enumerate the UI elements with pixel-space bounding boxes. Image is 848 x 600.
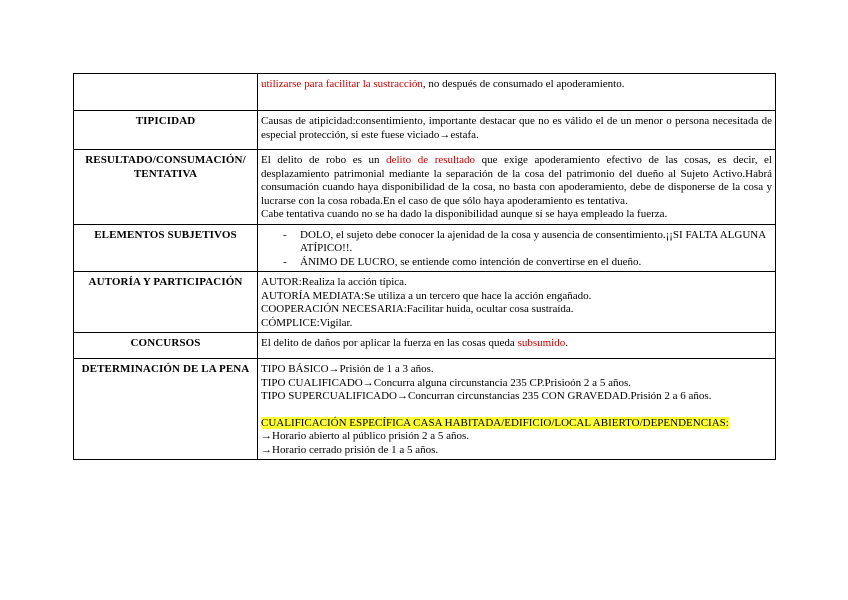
text-line: AUTOR:Realiza la acción típica. <box>261 276 407 288</box>
text-line: →Horario cerrado prisión de 1 a 5 años. <box>261 443 439 456</box>
list-item: - DOLO, el sujeto debe conocer la ajenidad de la cosa y ausencia de consentimiento.¡¡SI FALTA ALGUNA ATÍPICO!!. <box>283 229 772 256</box>
dash-list <box>261 229 772 270</box>
table-row <box>74 111 776 150</box>
text-line: →Horario abierto al público prisión 2 a 5 años. <box>261 430 470 442</box>
red-highlight-text: delito de resultado <box>386 154 476 166</box>
table-row <box>74 359 776 460</box>
table-row <box>74 150 776 225</box>
row-content-elementos-subjetivos <box>258 224 776 272</box>
text-line: AUTORÍA MEDIATA:Se utiliza a un tercero que hace la acción engañado. <box>261 289 592 302</box>
yellow-highlight-text: CUALIFICACIÓN ESPECÍFICA CASA HABITADA/EDIFICIO/LOCAL ABIERTO/DEPENDENCIAS: <box>261 416 729 429</box>
row-content: utilizarse para facilitar la sustracción, no después de consumado el apoderamiento. <box>258 74 776 111</box>
row-content-tipicidad: Causas de atipicidad:consentimiento, importante destacar que no es válido el de un menor o persona necesitada de especial protección, si este fuese viciado→estafa. <box>258 111 776 150</box>
row-content-determinacion-pena <box>258 359 776 460</box>
table-row <box>74 333 776 359</box>
row-label-tipicidad: TIPICIDAD <box>74 111 258 150</box>
table-row <box>74 224 776 272</box>
row-label-autoria: AUTORÍA Y PARTICIPACIÓN <box>74 272 258 333</box>
text-line: CÓMPLICE:Vigilar. <box>261 316 353 329</box>
row-content-concursos: El delito de daños por aplicar la fuerza en las cosas queda subsumido. <box>258 333 776 359</box>
row-label-empty <box>74 74 258 111</box>
row-content-resultado: El delito de robo es un delito de resultado que exige apoderamiento efectivo de las cosas, es decir, el desplazamiento patrimonial mediante la separación de la cosa del patrimonio del dueño al Sujeto Activo.Habrá consumación cuando haya disponibilidad de la cosa, no basta con apoderamiento, debe de disponerse de la cosa y lucrarse con la cosa robada.En el caso de que sólo haya apoderamiento es tentativa. Cabe tentativa cuando no se ha dado la disponibilidad aunque sí se haya empleado la fuerza. <box>258 150 776 225</box>
text-line: TIPO BÁSICO→Prisión de 1 a 3 años. <box>261 363 434 375</box>
table-row <box>74 272 776 333</box>
red-highlight-text: utilizarse para facilitar la sustracción <box>261 78 423 90</box>
row-label-concursos: CONCURSOS <box>74 333 258 359</box>
row-content-autoria <box>258 272 776 333</box>
blank-line <box>261 404 772 417</box>
row-label-resultado: RESULTADO/CONSUMACIÓN/ TENTATIVA <box>74 150 258 225</box>
row-label-elementos-subjetivos: ELEMENTOS SUBJETIVOS <box>74 224 258 272</box>
list-item: - ÁNIMO DE LUCRO, se entiende como intención de convertirse en el dueño. <box>283 256 772 270</box>
legal-summary-table <box>73 73 776 460</box>
table-row <box>74 74 776 111</box>
text-line: TIPO SUPERCUALIFICADO→Concurran circunstancias 235 CON GRAVEDAD.Prisión 2 a 6 años. <box>261 390 712 402</box>
text-line: COOPERACIÓN NECESARIA:Facilitar huida, ocultar cosa sustraída. <box>261 303 574 315</box>
red-highlight-text: subsumido <box>517 337 566 349</box>
text-line: TIPO CUALIFICADO→Concurra alguna circunstancia 235 CP.Prisioón 2 a 5 años. <box>261 376 631 389</box>
row-label-determinacion-pena: DETERMINACIÓN DE LA PENA <box>74 359 258 460</box>
